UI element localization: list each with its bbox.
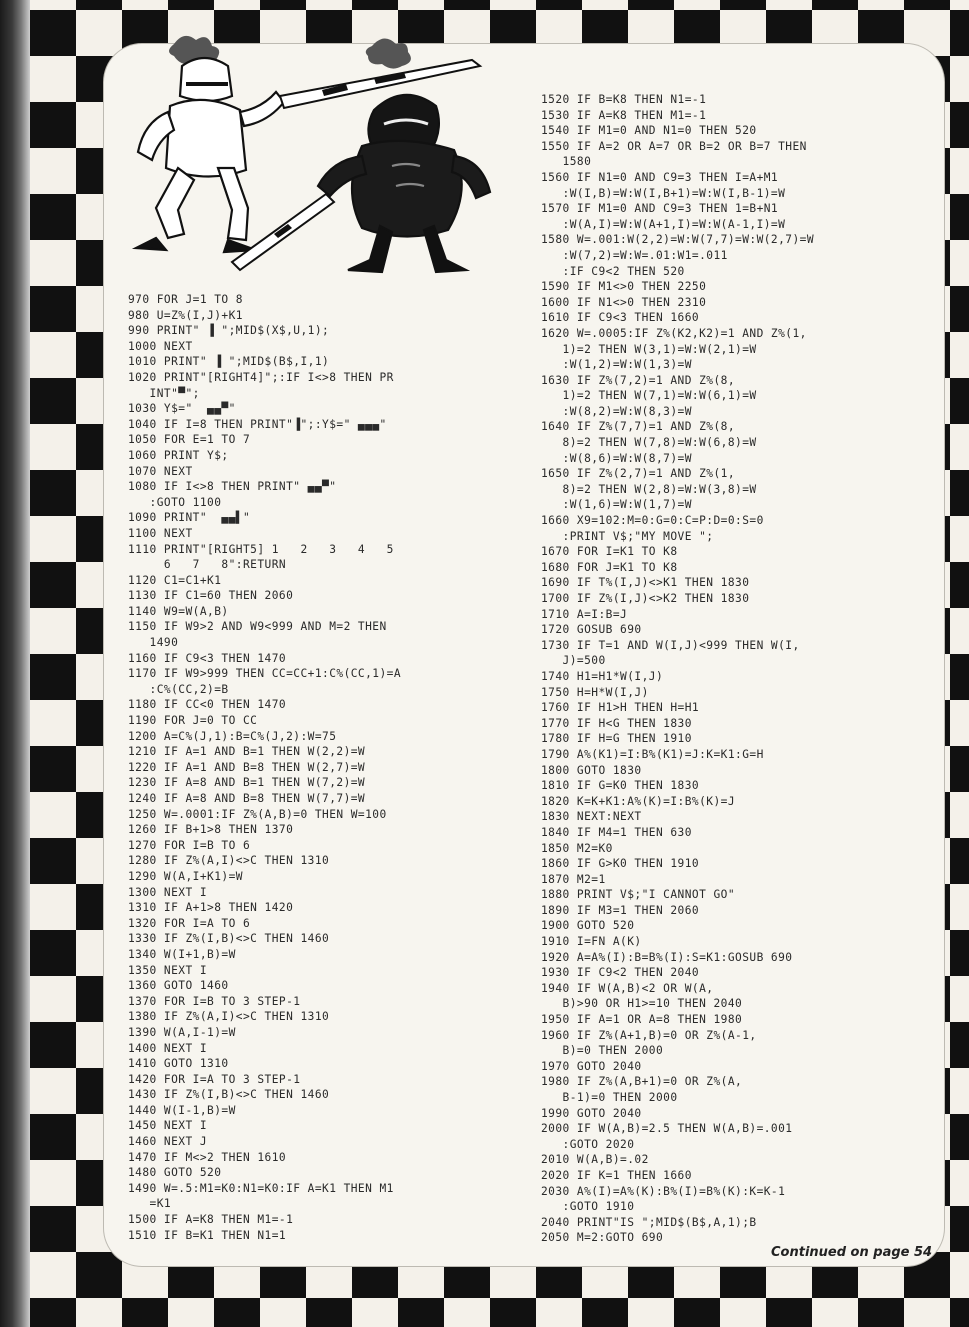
magazine-spine-edge — [0, 0, 30, 1327]
checker-square — [950, 1022, 969, 1068]
checker-square — [444, 0, 490, 10]
code-line: :W(I,B)=W:W(I,B+1)=W:W(I,B-1)=W — [541, 186, 786, 200]
code-line: 1720 GOSUB 690 — [541, 623, 642, 637]
code-line: 2000 IF W(A,B)=2.5 THEN W(A,B)=.001 — [541, 1122, 793, 1136]
code-line: 8)=2 THEN W(2,8)=W:W(3,8)=W — [541, 482, 757, 496]
code-line: :W(8,2)=W:W(8,3)=W — [541, 404, 692, 418]
code-line: :IF C9<2 THEN 520 — [541, 264, 685, 278]
code-line: 1290 W(A,I+K1)=W — [128, 869, 243, 883]
checker-square — [720, 0, 766, 10]
code-line: 1110 PRINT"[RIGHT5] 1 2 3 4 5 — [128, 542, 394, 556]
code-line: 1280 IF Z%(A,I)<>C THEN 1310 — [128, 854, 330, 868]
code-line: 1610 IF C9<3 THEN 1660 — [541, 311, 700, 325]
code-line: 1050 FOR E=1 TO 7 — [128, 433, 251, 447]
code-line: 1850 M2=K0 — [541, 841, 613, 855]
checker-square — [30, 930, 76, 976]
checker-square — [30, 1206, 76, 1252]
code-line: 1160 IF C9<3 THEN 1470 — [128, 651, 287, 665]
code-line: 1970 GOTO 2040 — [541, 1059, 642, 1073]
code-line: :W(1,2)=W:W(1,3)=W — [541, 358, 692, 372]
code-line: 1)=2 THEN W(3,1)=W:W(2,1)=W — [541, 342, 757, 356]
code-line: 2010 W(A,B)=.02 — [541, 1153, 649, 1167]
code-line: 1810 IF G=K0 THEN 1830 — [541, 779, 700, 793]
checker-square — [950, 10, 969, 56]
listing-right-column — [541, 92, 936, 1246]
checker-square — [122, 1298, 168, 1327]
code-line: 1320 FOR I=A TO 6 — [128, 916, 251, 930]
code-line: B)>90 OR H1>=10 THEN 2040 — [541, 997, 743, 1011]
checker-square — [950, 562, 969, 608]
code-line: 1)=2 THEN W(7,1)=W:W(6,1)=W — [541, 389, 757, 403]
checker-square — [76, 1252, 122, 1298]
checker-square — [950, 194, 969, 240]
checker-square — [168, 0, 214, 10]
code-line: 1060 PRINT Y$; — [128, 448, 229, 462]
code-line: 8)=2 THEN W(7,8)=W:W(6,8)=W — [541, 436, 757, 450]
code-line: 1040 IF I=8 THEN PRINT"▐";:Y$=" ▄▄▄" — [128, 417, 387, 431]
code-line: 1640 IF Z%(7,7)=1 AND Z%(8, — [541, 420, 736, 434]
code-line: :W(7,2)=W:W=.01:W1=.011 — [541, 248, 728, 262]
code-line: 1010 PRINT" ▐ ";MID$(B$,I,1) — [128, 355, 330, 369]
code-line: 1540 IF M1=0 AND N1=0 THEN 520 — [541, 124, 757, 138]
checker-square — [30, 102, 76, 148]
checker-square — [76, 0, 122, 10]
checker-square — [582, 1298, 628, 1327]
checker-square — [950, 286, 969, 332]
code-line: 1820 K=K+K1:A%(K)=I:B%(K)=J — [541, 794, 736, 808]
code-line: 1750 H=H*W(I,J) — [541, 685, 649, 699]
code-line: 1880 PRINT V$;"I CANNOT GO" — [541, 888, 736, 902]
code-line: 1790 A%(K1)=I:B%(K1)=J:K=K1:G=H — [541, 747, 764, 761]
code-line: 1100 NEXT — [128, 526, 193, 540]
code-line: 1220 IF A=1 AND B=8 THEN W(2,7)=W — [128, 760, 366, 774]
code-line: :W(1,6)=W:W(1,7)=W — [541, 498, 692, 512]
code-line: 1190 FOR J=0 TO CC — [128, 714, 258, 728]
code-line: 1730 IF T=1 AND W(I,J)<999 THEN W(I, — [541, 638, 800, 652]
code-line: :GOTO 1100 — [128, 495, 222, 509]
code-line: INT"▀"; — [128, 386, 200, 400]
dark-knight — [318, 95, 490, 272]
code-line: 1330 IF Z%(I,B)<>C THEN 1460 — [128, 932, 330, 946]
code-line: 1490 W=.5:M1=K0:N1=K0:IF A=K1 THEN M1 — [128, 1181, 394, 1195]
code-line: 1940 IF W(A,B)<2 OR W(A, — [541, 981, 714, 995]
code-line: 1910 I=FN A(K) — [541, 935, 642, 949]
code-line: 1120 C1=C1+K1 — [128, 573, 222, 587]
code-line: 2040 PRINT"IS ";MID$(B$,A,1);B — [541, 1215, 757, 1229]
code-line: 1680 FOR J=K1 TO K8 — [541, 560, 678, 574]
code-line: B)=0 THEN 2000 — [541, 1044, 664, 1058]
code-line: 1020 PRINT"[RIGHT4]";:IF I<>8 THEN PR — [128, 370, 394, 384]
code-line: J)=500 — [541, 654, 606, 668]
code-line: 1000 NEXT — [128, 339, 193, 353]
code-line: 1830 NEXT:NEXT — [541, 810, 642, 824]
code-line: :W(8,6)=W:W(8,7)=W — [541, 451, 692, 465]
code-line: 1250 W=.0001:IF Z%(A,B)=0 THEN W=100 — [128, 807, 387, 821]
code-line: 1360 GOTO 1460 — [128, 979, 229, 993]
code-line: 1500 IF A=K8 THEN M1=-1 — [128, 1213, 294, 1227]
checker-square — [260, 0, 306, 10]
code-line: 1400 NEXT I — [128, 1041, 208, 1055]
code-line: 1270 FOR I=B TO 6 — [128, 838, 251, 852]
checker-square — [30, 378, 76, 424]
checker-square — [306, 1298, 352, 1327]
code-line: 1670 FOR I=K1 TO K8 — [541, 545, 678, 559]
code-line: 1440 W(I-1,B)=W — [128, 1103, 236, 1117]
code-line: 1490 — [128, 636, 179, 650]
code-line: 1230 IF A=8 AND B=1 THEN W(7,2)=W — [128, 776, 366, 790]
knights-illustration — [112, 26, 542, 276]
checker-square — [950, 102, 969, 148]
code-line: 1460 NEXT J — [128, 1135, 208, 1149]
white-knight — [136, 58, 284, 252]
code-line: 1530 IF A=K8 THEN M1=-1 — [541, 108, 707, 122]
checker-square — [30, 1298, 76, 1327]
checker-square — [30, 1022, 76, 1068]
code-line: 1620 W=.0005:IF Z%(K2,K2)=1 AND Z%(1, — [541, 326, 807, 340]
code-line: 1800 GOTO 1830 — [541, 763, 642, 777]
code-line: 1150 IF W9>2 AND W9<999 AND M=2 THEN — [128, 620, 387, 634]
code-line: :C%(CC,2)=B — [128, 682, 229, 696]
code-line: 990 PRINT" ▐ ";MID$(X$,U,1); — [128, 324, 330, 338]
code-line: 2030 A%(I)=A%(K):B%(I)=B%(K):K=K-1 — [541, 1184, 786, 1198]
checker-square — [214, 1298, 260, 1327]
checker-square — [904, 0, 950, 10]
code-line: 1840 IF M4=1 THEN 630 — [541, 825, 692, 839]
checker-square — [950, 470, 969, 516]
code-line: 1510 IF B=K1 THEN N1=1 — [128, 1228, 287, 1242]
code-line: 1480 GOTO 520 — [128, 1166, 222, 1180]
code-line: 1310 IF A+1>8 THEN 1420 — [128, 901, 294, 915]
checker-square — [536, 0, 582, 10]
code-line: 2050 M=2:GOTO 690 — [541, 1231, 664, 1245]
code-line: 1350 NEXT I — [128, 963, 208, 977]
continued-note: Continued on page 54 — [771, 1245, 933, 1260]
code-line: 1920 A=A%(I):B=B%(I):S=K1:GOSUB 690 — [541, 950, 793, 964]
code-line: 1580 — [541, 155, 592, 169]
code-line: 1600 IF N1<>0 THEN 2310 — [541, 295, 707, 309]
code-line: 1390 W(A,I-1)=W — [128, 1025, 236, 1039]
code-line: 1090 PRINT" ▄▄▌" — [128, 511, 251, 525]
code-line: 1960 IF Z%(A+1,B)=0 OR Z%(A-1, — [541, 1028, 757, 1042]
code-line: :GOTO 2020 — [541, 1137, 635, 1151]
checker-square — [950, 930, 969, 976]
code-line: 1740 H1=H1*W(I,J) — [541, 669, 664, 683]
code-line: 1990 GOTO 2040 — [541, 1106, 642, 1120]
code-line: 1420 FOR I=A TO 3 STEP-1 — [128, 1072, 301, 1086]
checker-square — [950, 654, 969, 700]
code-line: 1760 IF H1>H THEN H=H1 — [541, 701, 700, 715]
code-line: 1450 NEXT I — [128, 1119, 208, 1133]
checker-square — [30, 10, 76, 56]
code-line: 1080 IF I<>8 THEN PRINT" ▄▄▀" — [128, 480, 337, 494]
code-line: 1070 NEXT — [128, 464, 193, 478]
checker-square — [30, 654, 76, 700]
checker-square — [950, 746, 969, 792]
code-line: 1900 GOTO 520 — [541, 919, 635, 933]
code-line: 1710 A=I:B=J — [541, 607, 628, 621]
code-line: :GOTO 1910 — [541, 1200, 635, 1214]
code-line: 1780 IF H=G THEN 1910 — [541, 732, 692, 746]
code-line: 1030 Y$=" ▄▄▀" — [128, 402, 236, 416]
code-line: 1550 IF A=2 OR A=7 OR B=2 OR B=7 THEN — [541, 139, 807, 153]
checker-square — [766, 1298, 812, 1327]
code-line: 1210 IF A=1 AND B=1 THEN W(2,2)=W — [128, 745, 366, 759]
code-line: 1580 W=.001:W(2,2)=W:W(7,7)=W:W(2,7)=W — [541, 233, 815, 247]
code-line: 1370 FOR I=B TO 3 STEP-1 — [128, 994, 301, 1008]
checker-square — [950, 838, 969, 884]
code-line: 1690 IF T%(I,J)<>K1 THEN 1830 — [541, 576, 750, 590]
code-line: 1140 W9=W(A,B) — [128, 604, 229, 618]
code-line: 1870 M2=1 — [541, 872, 606, 886]
code-line: 1560 IF N1=0 AND C9=3 THEN I=A+M1 — [541, 170, 779, 184]
code-line: 1430 IF Z%(I,B)<>C THEN 1460 — [128, 1088, 330, 1102]
checker-square — [30, 194, 76, 240]
checker-square — [950, 378, 969, 424]
checker-square — [30, 470, 76, 516]
code-line: 1770 IF H<G THEN 1830 — [541, 716, 692, 730]
code-line: 1410 GOTO 1310 — [128, 1057, 229, 1071]
white-knight-sword — [280, 60, 480, 108]
code-line: 1520 IF B=K8 THEN N1=-1 — [541, 93, 707, 106]
dust-cloud-right — [366, 38, 411, 68]
checker-square — [858, 1298, 904, 1327]
checker-square — [30, 1114, 76, 1160]
checker-square — [628, 0, 674, 10]
code-line: 1300 NEXT I — [128, 885, 208, 899]
code-line: 1700 IF Z%(I,J)<>K2 THEN 1830 — [541, 592, 750, 605]
code-line: 1200 A=C%(J,1):B=C%(J,2):W=75 — [128, 729, 337, 743]
checker-square — [30, 838, 76, 884]
checker-square — [352, 0, 398, 10]
code-line: 1660 X9=102:M=0:G=0:C=P:D=0:S=0 — [541, 514, 764, 528]
code-line: 1240 IF A=8 AND B=8 THEN W(7,7)=W — [128, 792, 366, 805]
code-line: 1890 IF M3=1 THEN 2060 — [541, 903, 700, 917]
checker-square — [490, 1298, 536, 1327]
code-line: 6 7 8":RETURN — [128, 558, 287, 572]
code-line: 1340 W(I+1,B)=W — [128, 947, 236, 961]
code-line: 1570 IF M1=0 AND C9=3 THEN 1=B+N1 — [541, 202, 779, 216]
code-line: 1260 IF B+1>8 THEN 1370 — [128, 823, 294, 837]
checker-square — [950, 1114, 969, 1160]
code-line: 1170 IF W9>999 THEN CC=CC+1:C%(CC,1)=A — [128, 667, 402, 681]
code-line: :W(A,I)=W:W(A+1,I)=W:W(A-1,I)=W — [541, 217, 786, 231]
code-line: 1590 IF M1<>0 THEN 2250 — [541, 280, 707, 294]
code-line: 1950 IF A=1 OR A=8 THEN 1980 — [541, 1013, 743, 1027]
code-line: 2020 IF K=1 THEN 1660 — [541, 1168, 692, 1182]
code-line: =K1 — [128, 1197, 172, 1211]
code-line: 970 FOR J=1 TO 8 — [128, 293, 243, 306]
code-line: :PRINT V$;"MY MOVE "; — [541, 529, 714, 543]
code-line: 1630 IF Z%(7,2)=1 AND Z%(8, — [541, 373, 736, 387]
code-line: 1380 IF Z%(A,I)<>C THEN 1310 — [128, 1010, 330, 1024]
checker-square — [674, 1298, 720, 1327]
code-line: 1180 IF CC<0 THEN 1470 — [128, 698, 287, 712]
checker-square — [30, 562, 76, 608]
checker-square — [398, 1298, 444, 1327]
code-line: 1980 IF Z%(A,B+1)=0 OR Z%(A, — [541, 1075, 743, 1089]
code-line: B-1)=0 THEN 2000 — [541, 1091, 678, 1104]
code-line: 1930 IF C9<2 THEN 2040 — [541, 966, 700, 980]
code-line: 980 U=Z%(I,J)+K1 — [128, 308, 243, 322]
listing-left-column — [128, 292, 523, 1243]
checker-square — [30, 286, 76, 332]
checker-square — [812, 0, 858, 10]
code-line: 1860 IF G>K0 THEN 1910 — [541, 857, 700, 871]
checker-square — [950, 1298, 969, 1327]
code-line: 1650 IF Z%(2,7)=1 AND Z%(1, — [541, 467, 736, 481]
checker-square — [950, 1206, 969, 1252]
code-line: 1470 IF M<>2 THEN 1610 — [128, 1150, 287, 1164]
checker-square — [30, 746, 76, 792]
code-line: 1130 IF C1=60 THEN 2060 — [128, 589, 294, 603]
